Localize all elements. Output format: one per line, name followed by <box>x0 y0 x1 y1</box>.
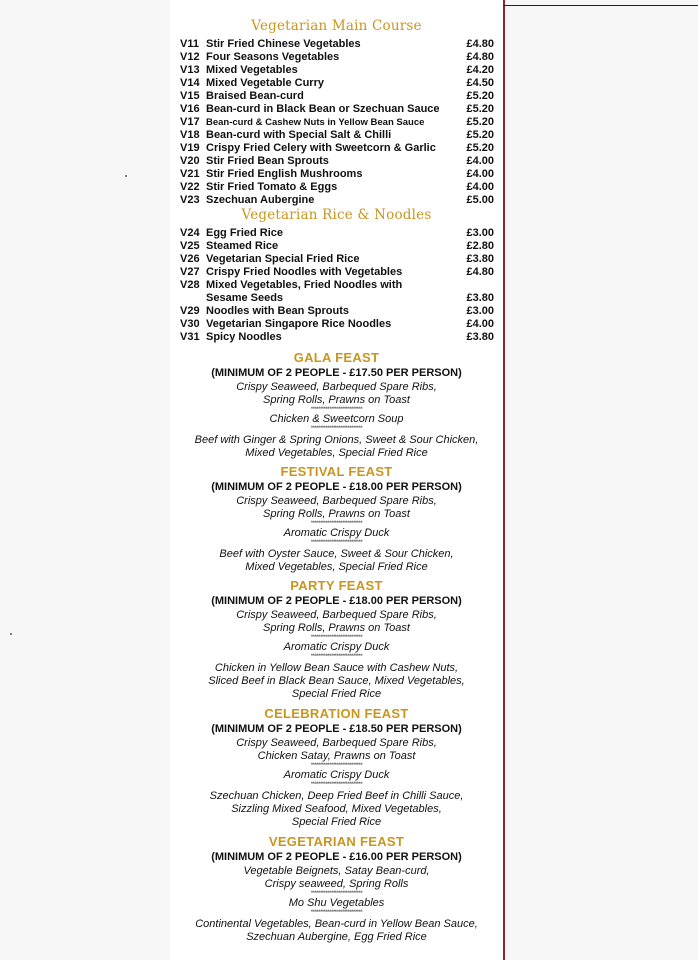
item-code: V25 <box>180 240 200 252</box>
item-name: Steamed Rice <box>206 240 279 252</box>
feast-course-line: Aromatic Crispy Duck <box>283 769 390 781</box>
star-separator: **************************** <box>310 782 363 788</box>
feast-course-line: Crispy Seaweed, Barbequed Spare Ribs, <box>236 381 437 393</box>
menu-item-row <box>180 240 494 253</box>
item-price: £3.80 <box>466 331 494 343</box>
item-name: Crispy Fried Noodles with Vegetables <box>206 266 403 278</box>
item-price: £3.00 <box>466 227 494 239</box>
feast-course-line: Spring Rolls, Prawns on Toast <box>263 622 410 634</box>
feast-course-line: Spring Rolls, Prawns on Toast <box>263 508 410 520</box>
item-name: Stir Fried Chinese Vegetables <box>206 38 361 50</box>
item-code: V28 <box>180 279 200 291</box>
item-code: V23 <box>180 194 200 206</box>
item-code: V12 <box>180 51 200 63</box>
feast-title: CELEBRATION FEAST <box>264 706 409 721</box>
menu-item-row <box>180 227 494 240</box>
item-code: V14 <box>180 77 200 89</box>
item-name: Four Seasons Vegetables <box>206 51 340 63</box>
menu-item-row <box>180 64 494 77</box>
item-name: Crispy Fried Celery with Sweetcorn & Garlic <box>206 142 436 154</box>
item-code: V19 <box>180 142 200 154</box>
feast-course-line: Crispy Seaweed, Barbequed Spare Ribs, <box>236 737 437 749</box>
feast-minimum: (MINIMUM OF 2 PEOPLE - £18.00 PER PERSON) <box>211 481 462 493</box>
item-code: V27 <box>180 266 200 278</box>
feast-course-line: Chicken Satay, Prawns on Toast <box>257 750 416 762</box>
item-price: £4.00 <box>466 318 494 330</box>
item-code: V13 <box>180 64 200 76</box>
feast-course-line: Mo Shu Vegetables <box>288 897 385 909</box>
star-separator: **************************** <box>310 426 363 432</box>
feast-minimum: (MINIMUM OF 2 PEOPLE - £18.50 PER PERSON) <box>211 723 462 735</box>
menu-item-row <box>180 116 494 129</box>
item-name: Bean-curd in Black Bean or Szechuan Sauce <box>206 103 440 115</box>
item-code: V24 <box>180 227 200 239</box>
item-price: £4.20 <box>466 64 494 76</box>
item-price: £3.80 <box>466 253 494 265</box>
feast-course-line: Crispy Seaweed, Barbequed Spare Ribs, <box>236 609 437 621</box>
item-price: £4.00 <box>466 168 494 180</box>
item-price: £4.00 <box>466 181 494 193</box>
feast-course-line: Szechuan Chicken, Deep Fried Beef in Chilli Sauce, <box>209 790 464 802</box>
menu-item-row <box>180 266 494 279</box>
feast-course-line: Mixed Vegetables, Special Fried Rice <box>245 447 428 459</box>
item-name: Noodles with Bean Sprouts <box>206 305 350 317</box>
item-code: V15 <box>180 90 200 102</box>
item-name: Bean-curd with Special Salt & Chilli <box>206 129 392 141</box>
menu-item-row <box>180 318 494 331</box>
item-code: V11 <box>180 38 199 50</box>
item-price: £5.00 <box>466 194 494 206</box>
item-name: Mixed Vegetables <box>206 64 298 76</box>
item-price: £5.20 <box>466 142 494 154</box>
feast-minimum: (MINIMUM OF 2 PEOPLE - £16.00 PER PERSON) <box>211 851 462 863</box>
item-price: £3.00 <box>466 305 494 317</box>
item-code: V29 <box>180 305 200 317</box>
item-price: £4.80 <box>466 51 494 63</box>
right-page-rule <box>503 5 698 6</box>
star-separator: **************************** <box>310 540 363 546</box>
item-name: Egg Fried Rice <box>206 227 284 239</box>
menu-item-row <box>180 90 494 103</box>
feast-course-line: Special Fried Rice <box>291 688 382 700</box>
item-name-continued: Sesame Seeds <box>206 292 284 304</box>
item-price: £5.20 <box>466 103 494 115</box>
menu-page <box>170 0 503 960</box>
item-code: V26 <box>180 253 200 265</box>
item-code: V18 <box>180 129 200 141</box>
menu-item-row <box>180 103 494 116</box>
item-code: V20 <box>180 155 200 167</box>
feast-course-line: Sizzling Mixed Seafood, Mixed Vegetables, <box>231 803 442 815</box>
menu-item-row <box>180 155 494 168</box>
feast-course-line: Sliced Beef in Black Bean Sauce, Mixed Vegetables, <box>208 675 465 687</box>
feast-course-line: Special Fried Rice <box>291 816 382 828</box>
item-code: V17 <box>180 116 200 128</box>
star-separator: **************************** <box>310 635 363 641</box>
item-name: Szechuan Aubergine <box>206 194 315 206</box>
star-separator: **************************** <box>310 891 363 897</box>
feast-minimum: (MINIMUM OF 2 PEOPLE - £18.00 PER PERSON) <box>211 595 462 607</box>
right-page-panel <box>503 0 698 960</box>
section-title: Vegetarian Rice & Noodles <box>241 207 432 223</box>
item-price: £2.80 <box>466 240 494 252</box>
feast-course-line: Spring Rolls, Prawns on Toast <box>263 394 410 406</box>
menu-item-row <box>180 305 494 318</box>
item-price: £5.20 <box>466 116 494 128</box>
feast-course-line: Aromatic Crispy Duck <box>283 641 390 653</box>
feast-course-line: Vegetable Beignets, Satay Bean-curd, <box>243 865 430 877</box>
item-price: £5.20 <box>466 129 494 141</box>
menu-item-row <box>180 279 494 304</box>
item-name: Vegetarian Special Fried Rice <box>206 253 360 265</box>
menu-item-row <box>180 142 494 155</box>
feast-minimum: (MINIMUM OF 2 PEOPLE - £17.50 PER PERSON) <box>211 367 462 379</box>
item-code: V31 <box>180 331 200 343</box>
star-separator: **************************** <box>310 910 363 916</box>
item-price: £5.20 <box>466 90 494 102</box>
menu-item-row <box>180 331 494 344</box>
scan-speck <box>10 633 12 635</box>
star-separator: **************************** <box>310 521 363 527</box>
item-name: Stir Fried English Mushrooms <box>206 168 363 180</box>
feast-course-line: Beef with Ginger & Spring Onions, Sweet & Sour Chicken, <box>194 434 479 446</box>
item-name: Spicy Noodles <box>206 331 282 343</box>
item-name: Mixed Vegetables, Fried Noodles with <box>206 279 403 291</box>
item-name: Bean-curd & Cashew Nuts in Yellow Bean Sauce <box>206 117 425 128</box>
item-code: V30 <box>180 318 200 330</box>
item-name: Stir Fried Bean Sprouts <box>206 155 329 167</box>
feast-course-line: Beef with Oyster Sauce, Sweet & Sour Chicken, <box>219 548 454 560</box>
item-price: £4.00 <box>466 155 494 167</box>
menu-item-row <box>180 51 494 64</box>
item-price: £4.80 <box>466 266 494 278</box>
item-code: V21 <box>180 168 200 180</box>
feast-course-line: Chicken & Sweetcorn Soup <box>269 413 404 425</box>
feast-course-line: Crispy seaweed, Spring Rolls <box>264 878 409 890</box>
item-price: £3.80 <box>466 292 494 304</box>
left-margin <box>0 0 170 960</box>
feast-course-line: Chicken in Yellow Bean Sauce with Cashew Nuts, <box>214 662 459 674</box>
item-name: Mixed Vegetable Curry <box>206 77 324 89</box>
scan-speck <box>125 175 127 177</box>
star-separator: **************************** <box>310 763 363 769</box>
feast-course-line: Aromatic Crispy Duck <box>283 527 390 539</box>
item-price: £4.80 <box>466 38 494 50</box>
item-code: V22 <box>180 181 200 193</box>
item-code: V16 <box>180 103 200 115</box>
menu-item-row <box>180 129 494 142</box>
feast-title: VEGETARIAN FEAST <box>268 834 405 849</box>
menu-item-row <box>180 38 494 51</box>
feast-course-line: Continental Vegetables, Bean-curd in Yellow Bean Sauce, <box>195 918 478 930</box>
feast-course-line: Mixed Vegetables, Special Fried Rice <box>245 561 428 573</box>
feast-title: PARTY FEAST <box>290 578 383 593</box>
feast-title: FESTIVAL FEAST <box>280 464 393 479</box>
menu-item-row <box>180 77 494 90</box>
menu-item-row <box>180 168 494 181</box>
star-separator: **************************** <box>310 407 363 413</box>
menu-item-row <box>180 194 494 207</box>
item-price: £4.50 <box>466 77 494 89</box>
item-name: Stir Fried Tomato & Eggs <box>206 181 338 193</box>
menu-item-row <box>180 253 494 266</box>
star-separator: **************************** <box>310 654 363 660</box>
item-name: Braised Bean-curd <box>206 90 304 102</box>
feast-course-line: Crispy Seaweed, Barbequed Spare Ribs, <box>236 495 437 507</box>
menu-item-row <box>180 181 494 194</box>
feast-course-line: Szechuan Aubergine, Egg Fried Rice <box>246 931 427 943</box>
item-name: Vegetarian Singapore Rice Noodles <box>206 318 392 330</box>
feast-title: GALA FEAST <box>293 350 380 365</box>
section-title: Vegetarian Main Course <box>251 18 422 34</box>
